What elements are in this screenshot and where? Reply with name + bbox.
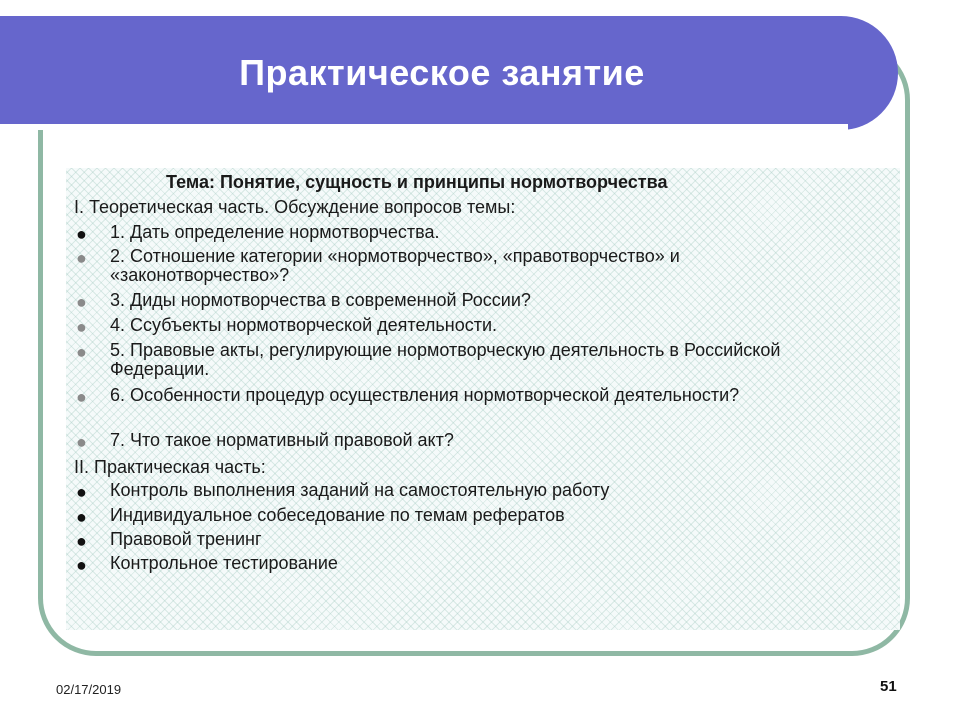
- bullet-icon: ●: [76, 531, 87, 551]
- list-item-text: Индивидуальное собеседование по темам рефератов: [110, 505, 565, 525]
- list-item-text: 3. Диды нормотворчества в современной России?: [110, 290, 531, 310]
- list-item-text: Контрольное тестирование: [110, 553, 338, 573]
- list-item-text: 7. Что такое нормативный правовой акт?: [110, 430, 454, 450]
- list-item-text: 6. Особенности процедур осуществления нормотворческой деятельности?: [110, 385, 740, 405]
- list-item-text: 4. Ссубъекты нормотворческой деятельности.: [110, 315, 498, 335]
- topic-heading: Тема: Понятие, сущность и принципы нормотворчества: [166, 172, 668, 192]
- list-item-text: Контроль выполнения заданий на самостоятельную работу: [110, 480, 610, 500]
- content-area: [66, 168, 900, 630]
- list-item-text: 5. Правовые акты, регулирующие нормотворческую деятельность в Российской Федерации.: [110, 340, 781, 379]
- footer-date: 02/17/2019: [56, 682, 122, 697]
- title-underline: [0, 124, 848, 130]
- bullet-icon: ●: [76, 482, 87, 502]
- section-practice-heading: II. Практическая часть:: [74, 457, 266, 477]
- section-theory-heading: I. Теоретическая часть. Обсуждение вопросов темы:: [74, 197, 516, 217]
- bullet-icon: ●: [76, 432, 87, 452]
- list-item-text: 2. Сотношение категории «нормотворчество», «правотворчество» и «законотворчество»?: [110, 246, 680, 285]
- bullet-icon: ●: [76, 387, 87, 407]
- bullet-icon: ●: [76, 342, 87, 362]
- slide-title: Практическое занятие: [239, 52, 645, 93]
- bullet-icon: ●: [76, 292, 87, 312]
- bullet-icon: ●: [76, 248, 87, 268]
- bullet-icon: ●: [76, 224, 87, 244]
- list-item-text: Правовой тренинг: [110, 529, 262, 549]
- bullet-icon: ●: [76, 317, 87, 337]
- bullet-icon: ●: [76, 507, 87, 527]
- list-item-text: 1. Дать определение нормотворчества.: [110, 222, 440, 242]
- page-number: 51: [880, 678, 897, 695]
- bullet-icon: ●: [76, 555, 87, 575]
